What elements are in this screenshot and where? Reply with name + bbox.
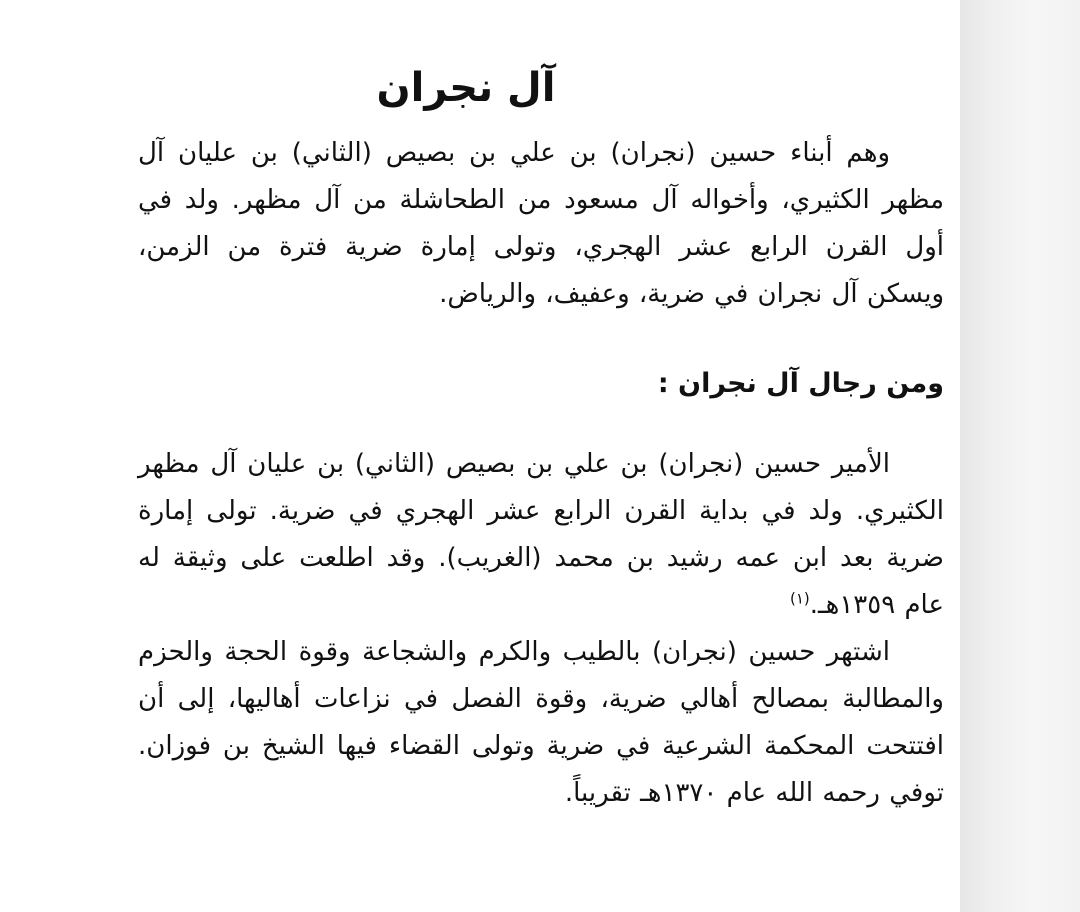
page-content — [138, 58, 944, 817]
page-gutter — [960, 0, 1080, 912]
person-paragraph-1-text: الأمير حسين (نجران) بن علي بن بصيص (الثاني) بن عليان آل مظهر الكثيري. ولد في بداية القرن الرابع عشر الهجري في ضرية. تولى إمارة ضرية بعد ابن عمه رشيد بن محمد (الغريب). وقد اطلعت على وثيقة له عام ١٣٥٩هـ. — [138, 449, 944, 620]
footnote-marker[interactable]: (١) — [789, 589, 810, 608]
section-heading: ومن رجال آل نجران : — [657, 368, 944, 399]
person-paragraph-1 — [138, 441, 944, 629]
intro-paragraph — [138, 130, 944, 318]
intro-paragraph-text: وهم أبناء حسين (نجران) بن علي بن بصيص (الثاني) بن عليان آل مظهر الكثيري، وأخواله آل مسعود من الطحاشلة من آل مظهر. ولد في أول القرن الرابع عشر الهجري، وتولى إمارة ضرية فترة من الزمن، ويسكن آل نجران في ضرية، وعفيف، والرياض. — [138, 138, 944, 309]
page-title: آل نجران — [376, 65, 556, 111]
person-paragraph-2 — [138, 629, 944, 817]
person-paragraph-2-text: اشتهر حسين (نجران) بالطيب والكرم والشجاعة وقوة الحجة والحزم والمطالبة بمصالح أهالي ضرية، وقوة الفصل في نزاعات أهاليها، إلى أن افتتحت المحكمة الشرعية في ضرية وتولى القضاء فيها الشيخ بن فوزان. توفي رحمه الله عام ١٣٧٠هـ تقريباً. — [138, 637, 944, 808]
